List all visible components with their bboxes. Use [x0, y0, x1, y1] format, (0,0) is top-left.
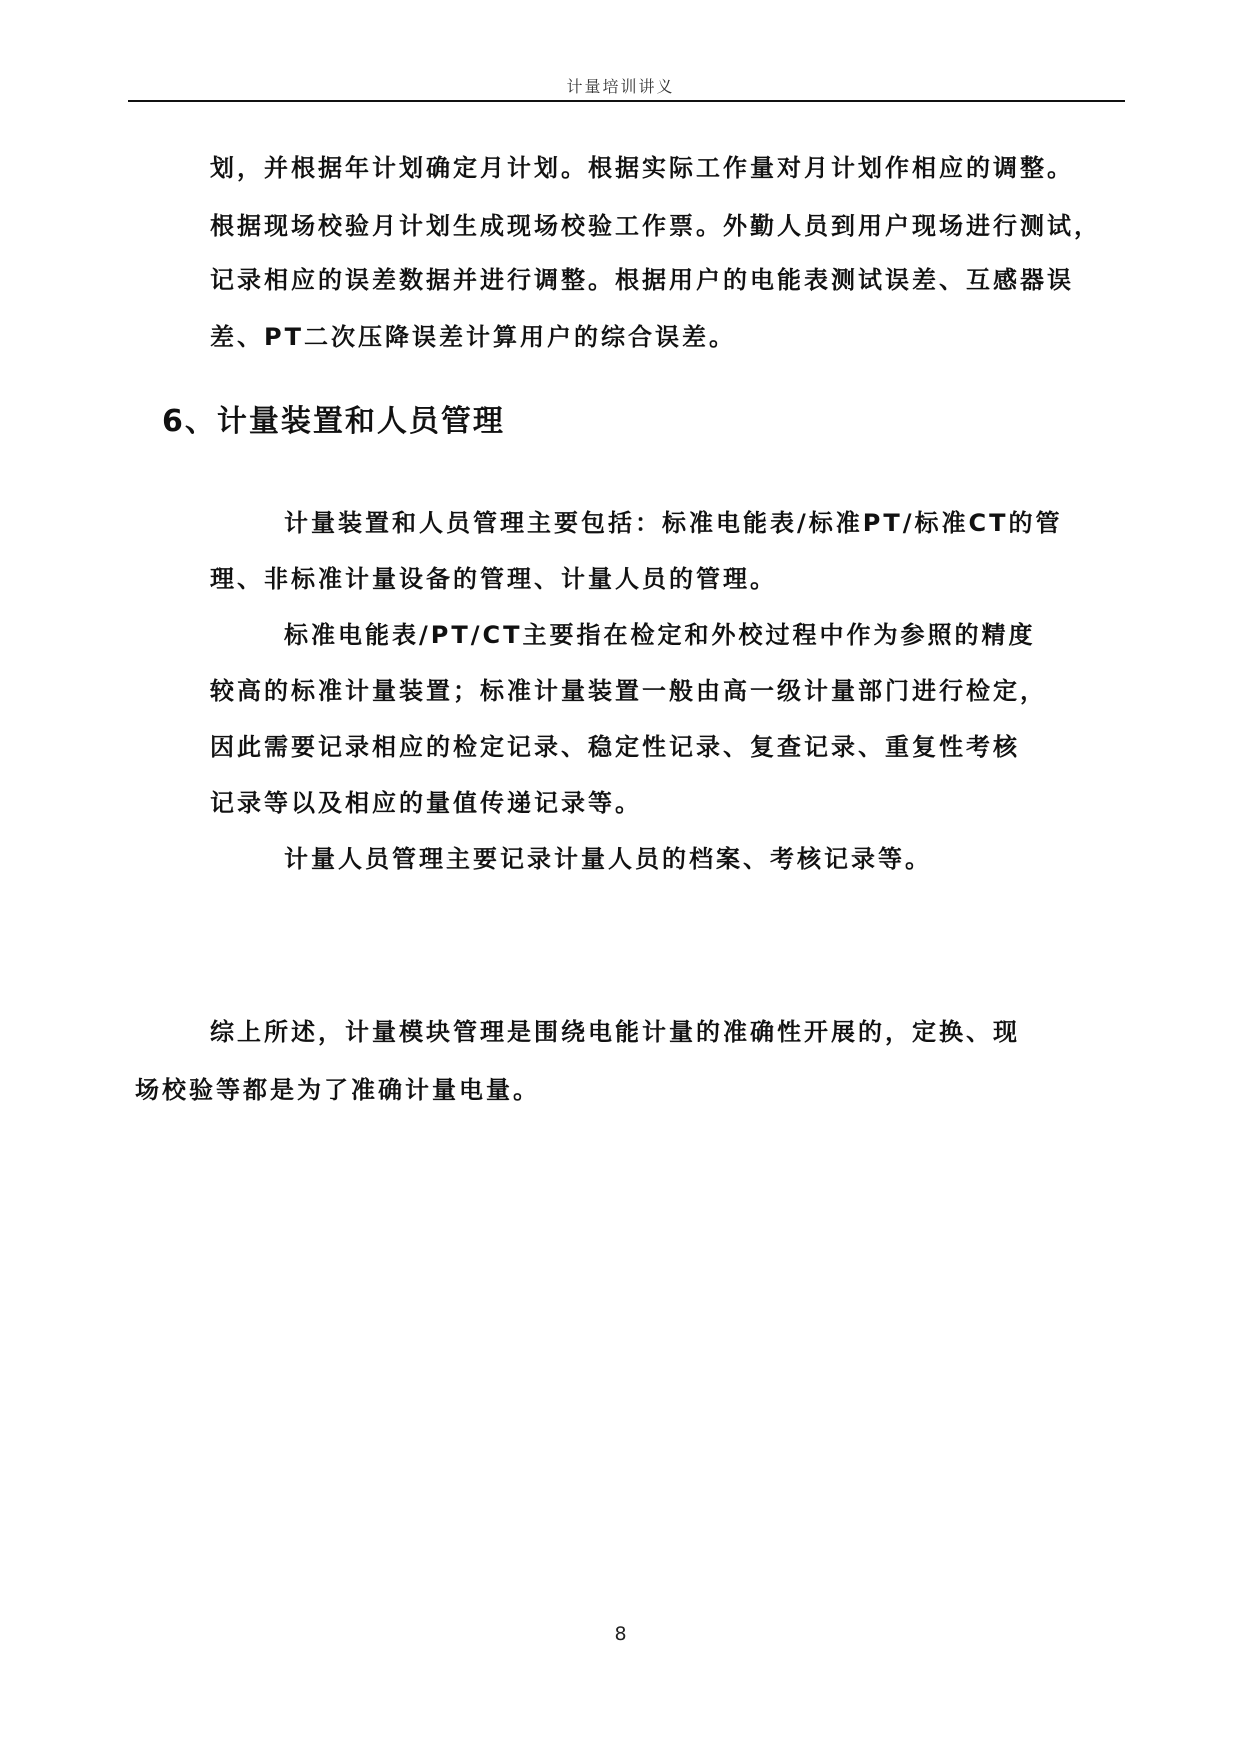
- text-line: 根据现场校验月计划生成现场校验工作票。外勤人员到用户现场进行测试，: [210, 212, 1101, 240]
- text-line: 理、非标准计量设备的管理、计量人员的管理。: [210, 565, 777, 593]
- text-line: 因此需要记录相应的检定记录、稳定性记录、复查记录、重复性考核: [210, 733, 1020, 761]
- running-header: 计量培训讲义: [566, 77, 675, 96]
- text-line: 计量人员管理主要记录计量人员的档案、考核记录等。: [284, 845, 932, 873]
- text-line: 差、PT二次压降误差计算用户的综合误差。: [210, 323, 736, 351]
- text-line: 划，并根据年计划确定月计划。根据实际工作量对月计划作相应的调整。: [210, 154, 1074, 182]
- text-line: 记录相应的误差数据并进行调整。根据用户的电能表测试误差、互感器误: [210, 266, 1074, 294]
- header-rule: [128, 100, 1125, 102]
- text-line: 计量装置和人员管理主要包括：标准电能表/标准PT/标准CT的管: [284, 509, 1063, 537]
- page-number: 8: [614, 1623, 627, 1645]
- section-heading: 6、计量装置和人员管理: [162, 404, 505, 439]
- text-line: 综上所述，计量模块管理是围绕电能计量的准确性开展的，定换、现: [210, 1018, 1020, 1046]
- text-line: 标准电能表/PT/CT主要指在检定和外校过程中作为参照的精度: [284, 621, 1036, 649]
- text-line: 记录等以及相应的量值传递记录等。: [210, 789, 642, 817]
- text-line: 较高的标准计量装置；标准计量装置一般由高一级计量部门进行检定，: [210, 677, 1047, 705]
- text-line: 场校验等都是为了准确计量电量。: [135, 1076, 540, 1104]
